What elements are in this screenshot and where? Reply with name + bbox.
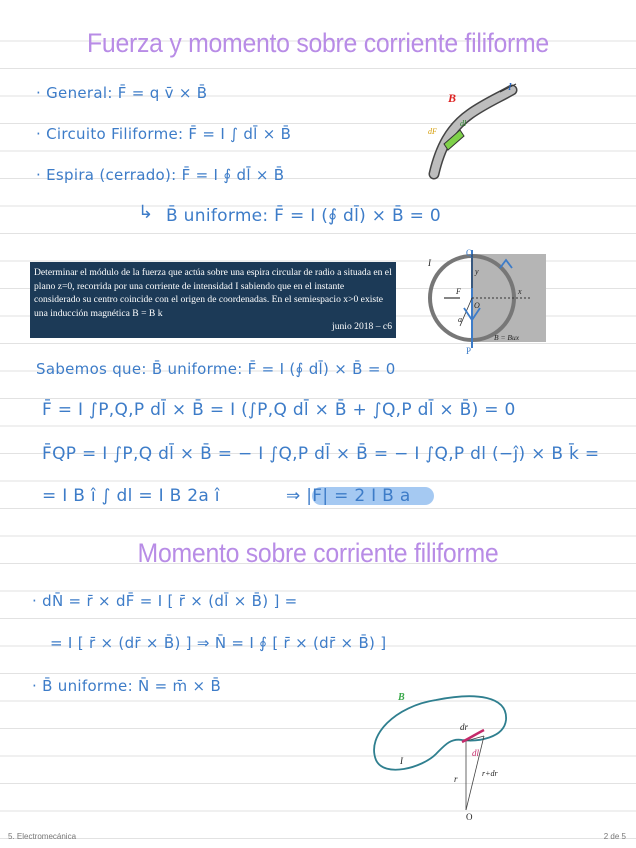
fig2-x-label: x — [518, 287, 522, 296]
note-mom3: · B̄ uniforme: N̄ = m̄ × B̄ — [32, 677, 222, 695]
fig2-i-label: I — [428, 258, 431, 268]
problem-date: junio 2018 – c6 — [332, 321, 392, 333]
problem-statement — [30, 262, 396, 338]
fig3-dl-label: dl — [472, 748, 480, 758]
fig2-q-label: Q — [466, 248, 473, 258]
fig3-i-label: I — [400, 756, 403, 766]
fig2-o-label: O — [474, 301, 480, 310]
fig2-b-label: B = Bux — [494, 333, 520, 342]
fig1-i-label: I — [508, 81, 512, 93]
note-general: · General: F̄ = q v̄ × B̄ — [36, 84, 208, 102]
problem-text: Determinar el módulo de la fuerza que actúa sobre una espira circular de radio a situada en el plano z=0, recorrida por una corriente de intensidad I sabiendo que en el instante considerado su centro coincide con el origen de coordenadas. En el semiespacio x>0 existe una inducción magnética B = B k — [34, 267, 392, 319]
fig1-df-label: dF — [428, 127, 437, 136]
fig3-r-label: r — [454, 774, 458, 784]
fig1-dl-label: dl — [460, 119, 467, 128]
fig2-f-label: F — [456, 287, 461, 296]
fig2-y-label: y — [475, 267, 479, 276]
note-line3: = I B î ∫ dl = I B 2a î — [42, 486, 220, 506]
note-line3-result: ⇒ |F| = 2 I B a — [286, 486, 411, 506]
footer-left: 5. Electromecánica — [8, 832, 77, 841]
note-uniforme: B̄ uniforme: F̄ = I (∮ dl̄) × B̄ = 0 — [166, 206, 442, 226]
note-arrow-icon: ↳ — [138, 202, 154, 223]
fig3-b-label: B — [398, 692, 405, 703]
section-title: Momento sobre corriente filiforme — [137, 538, 499, 568]
fig3-o-label: O — [466, 812, 473, 822]
note-mom2: = I [ r̄ × (dr̄ × B̄) ] ⇒ N̄ = I ∮ [ r̄ × (dr̄ × B̄) ] — [50, 634, 387, 652]
note-line2: F̄QP = I ∫P,Q dl̄ × B̄ = − I ∫Q,P dl̄ × B̄ = − I ∫Q,P dl (−ĵ) × B k̄ = — [42, 444, 600, 464]
fig3-dr-label: dr — [460, 722, 469, 732]
note-sabemos: Sabemos que: B̄ uniforme: F̄ = I (∮ dl̄) × B̄ = 0 — [36, 360, 396, 378]
fig1-b-label: B — [448, 91, 457, 105]
page-title: Fuerza y momento sobre corriente filiforme — [87, 28, 549, 58]
footer-right: 2 de 5 — [603, 832, 626, 841]
fig2-p-label: P — [466, 346, 472, 356]
note-mom1: · dN̄ = r̄ × dF̄ = I [ r̄ × (dl̄ × B̄) ] = — [32, 592, 298, 610]
wire-figure — [420, 78, 530, 188]
note-line1: F̄ = I ∫P,Q,P dl̄ × B̄ = I (∫P,Q dl̄ × B̄ + ∫Q,P dl̄ × B̄) = 0 — [42, 400, 516, 420]
note-circuito: · Circuito Filiforme: F̄ = I ∫ dl̄ × B̄ — [36, 125, 292, 143]
loop-figure — [420, 248, 550, 356]
current-loop-figure — [366, 680, 516, 824]
fig3-rdr-label: r+dr — [482, 769, 498, 778]
note-espira: · Espira (cerrado): F̄ = I ∮ dl̄ × B̄ — [36, 166, 285, 184]
fig2-a-label: a — [458, 315, 462, 324]
